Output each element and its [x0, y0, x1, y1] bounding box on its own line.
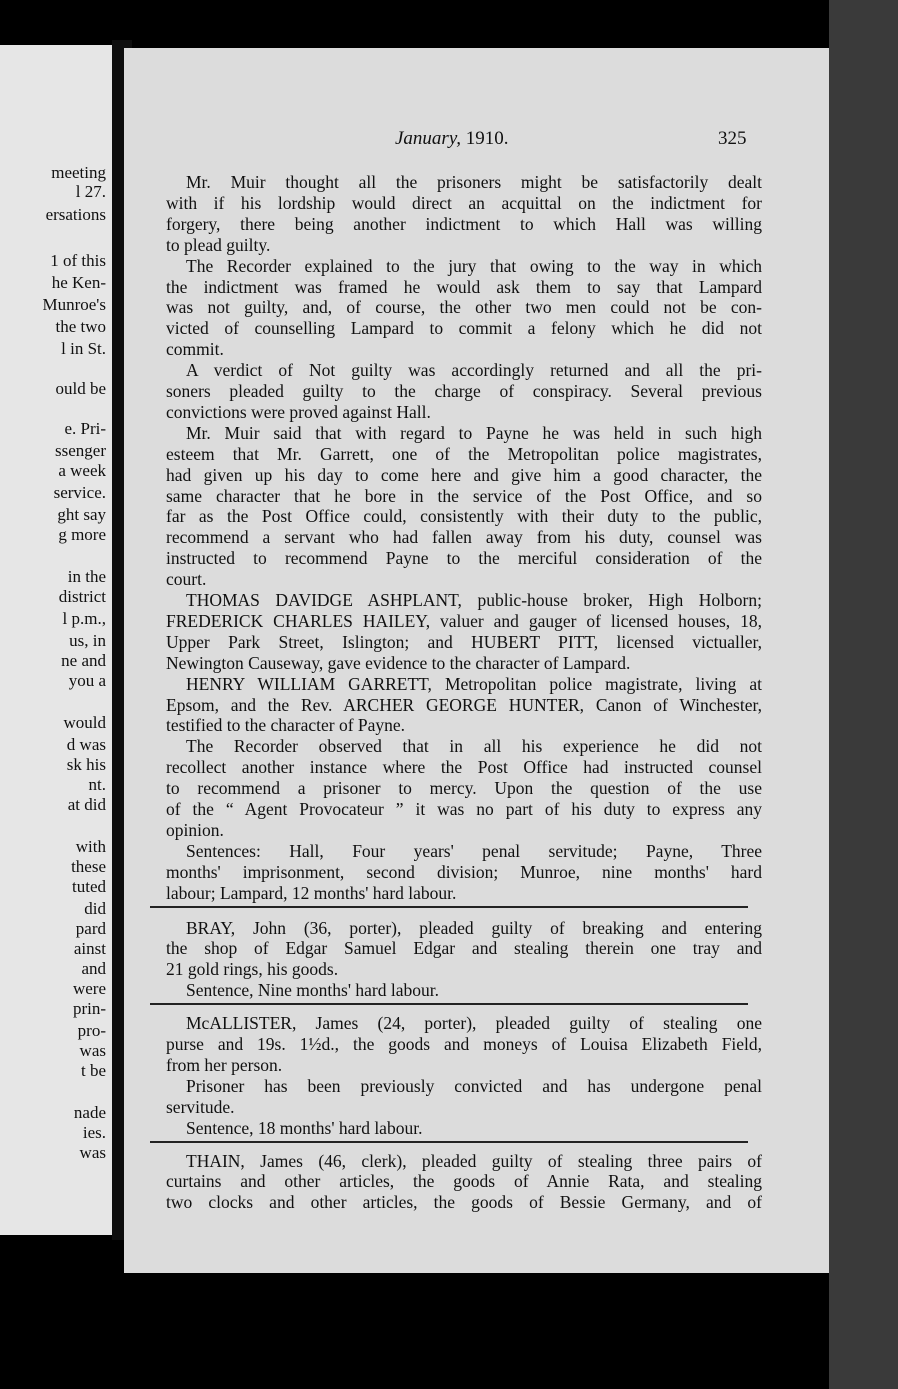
left-page-line: were [72, 979, 106, 998]
body-line: esteem that Mr. Garrett, one of the Metropolitan police magistrates, [166, 443, 762, 464]
body-line: A verdict of Not guilty was accordingly returned and all the pri- [186, 360, 762, 381]
body-line: Sentence, Nine months' hard labour. [186, 980, 439, 1001]
left-page-line: with [75, 837, 106, 856]
body-line: far as the Post Office could, consistently with their duty to the public, [166, 506, 762, 527]
left-page-line: pro- [77, 1021, 106, 1040]
body-line: McALLISTER, James (24, porter), pleaded guilty of stealing one [186, 1013, 762, 1034]
left-page-line: ainst [73, 939, 106, 958]
body-line: testified to the character of Payne. [166, 715, 406, 736]
body-line: with if his lordship would direct an acquittal on the indictment for [166, 192, 762, 213]
body-line: Sentence, 18 months' hard labour. [186, 1117, 423, 1138]
left-page-line: ne and [61, 651, 106, 670]
left-page-line: d was [66, 735, 106, 754]
left-page-line: prin- [72, 999, 106, 1018]
left-page-line: the two [55, 317, 106, 336]
left-page-line: meeting [51, 163, 106, 182]
running-header [395, 128, 508, 150]
left-page-line: e. Pri- [64, 419, 106, 438]
left-page-line: he Ken- [51, 273, 106, 292]
left-page-line: at did [67, 795, 106, 814]
left-page-line: these [71, 857, 106, 876]
body-line: THAIN, James (46, clerk), pleaded guilty of stealing three pairs of [186, 1150, 762, 1171]
page-edge-shadow [829, 0, 898, 1389]
body-line: soners pleaded guilty to the charge of conspiracy. Several previous [166, 381, 762, 401]
header-year: 1910. [465, 128, 509, 149]
left-page-line: pard [75, 919, 106, 938]
page-number: 325 [718, 128, 747, 149]
left-page-line: ght say [57, 505, 106, 524]
body-line: the indictment was framed he would ask them to say that Lampard [166, 276, 762, 297]
body-line: instructed to recommend Payne to the merciful consideration of the [166, 548, 762, 569]
left-page-line: sk his [66, 755, 106, 774]
section-rule [150, 1003, 748, 1005]
body-line: to plead guilty. [166, 234, 271, 255]
left-page-line: t be [80, 1061, 106, 1080]
body-line: had given up his day to come here and give him a good character, the [166, 464, 762, 485]
section-rule [150, 1141, 748, 1143]
body-line: the shop of Edgar Samuel Edgar and stealing therein one tray and [166, 938, 762, 959]
body-line: BRAY, John (36, porter), pleaded guilty of breaking and entering [186, 917, 762, 938]
body-line: to recommend a prisoner to mercy. Upon the question of the use [166, 778, 762, 799]
left-page-line: Munroe's [42, 295, 106, 314]
body-line: two clocks and other articles, the goods of Bessie Germany, and of [166, 1192, 762, 1213]
body-line: Prisoner has been previously convicted and has undergone penal [186, 1075, 762, 1096]
body-line: same character that he bore in the service of the Post Office, and so [166, 485, 762, 506]
header-month: January, [395, 128, 461, 149]
left-page-line: ould be [55, 379, 106, 398]
left-page-line: you a [68, 671, 106, 690]
left-page-line: nade [73, 1103, 106, 1122]
body-line: was not guilty, and, of course, the other two men could not be con- [166, 297, 762, 318]
left-page-line: tuted [72, 877, 106, 896]
left-page-line: l in St. [61, 339, 106, 358]
left-page-line: l p.m., [62, 609, 106, 628]
body-line: FREDERICK CHARLES HAILEY, valuer and gauger of licensed houses, 18, [166, 610, 762, 631]
body-line: purse and 19s. 1½d., the goods and moneys of Louisa Elizabeth Field, [166, 1034, 762, 1054]
body-line: victed of counselling Lampard to commit a felony which he did not [166, 318, 762, 339]
left-page-line: ssenger [55, 441, 106, 460]
body-line: Sentences: Hall, Four years' penal servitude; Payne, Three [186, 840, 762, 861]
body-line: of the “ Agent Provocateur ” it was no part of his duty to express any [166, 799, 762, 819]
left-page-line: and [81, 959, 106, 978]
left-page-line: in the [67, 567, 106, 586]
left-page-line: district [58, 587, 106, 606]
left-page-line: l 27. [75, 182, 106, 201]
body-line: Mr. Muir said that with regard to Payne he was held in such high [186, 422, 762, 443]
body-line: recommend a servant who had fallen away from his duty, counsel was [166, 527, 762, 548]
body-line: 21 gold rings, his goods. [166, 959, 339, 980]
body-line: The Recorder observed that in all his experience he did not [186, 736, 762, 757]
body-line: labour; Lampard, 12 months' hard labour. [166, 882, 457, 903]
section-rule [150, 906, 748, 908]
left-page-line: a week [58, 461, 106, 480]
body-line: Newington Causeway, gave evidence to the character of Lampard. [166, 652, 631, 673]
body-line: Upper Park Street, Islington; and HUBERT PITT, licensed victualler, [166, 631, 762, 652]
body-line: Epsom, and the Rev. ARCHER GEORGE HUNTER, Canon of Winchester, [166, 694, 762, 715]
left-page-line: ersations [45, 205, 106, 224]
left-page-line: us, in [69, 631, 106, 650]
body-line: The Recorder explained to the jury that owing to the way in which [186, 255, 762, 276]
left-page [0, 45, 112, 1235]
left-page-line: would [63, 713, 106, 732]
body-line: court. [166, 569, 207, 590]
body-line: commit. [166, 339, 224, 360]
body-line: servitude. [166, 1096, 235, 1117]
body-line: HENRY WILLIAM GARRETT, Metropolitan police magistrate, living at [186, 673, 762, 694]
body-line: recollect another instance where the Post Office had instructed counsel [166, 757, 762, 778]
body-line: THOMAS DAVIDGE ASHPLANT, public-house broker, High Holborn; [186, 590, 762, 610]
left-page-line: was [79, 1143, 106, 1162]
left-page-line: nt. [88, 775, 106, 794]
left-page-line: did [84, 899, 106, 918]
left-page-line: service. [53, 483, 106, 502]
body-line: convictions were proved against Hall. [166, 401, 431, 422]
left-page-line: was [79, 1041, 106, 1060]
body-line: curtains and other articles, the goods of Annie Rata, and stealing [166, 1171, 762, 1192]
body-line: from her person. [166, 1054, 283, 1075]
left-page-line: g more [58, 525, 106, 544]
body-line: forgery, there being another indictment to which Hall was willing [166, 213, 762, 234]
body-line: opinion. [166, 819, 224, 840]
left-page-line: ies. [82, 1123, 106, 1142]
body-line: Mr. Muir thought all the prisoners might be satisfactorily dealt [186, 172, 762, 192]
body-line: months' imprisonment, second division; Munroe, nine months' hard [166, 861, 762, 882]
left-page-line: 1 of this [50, 251, 106, 270]
